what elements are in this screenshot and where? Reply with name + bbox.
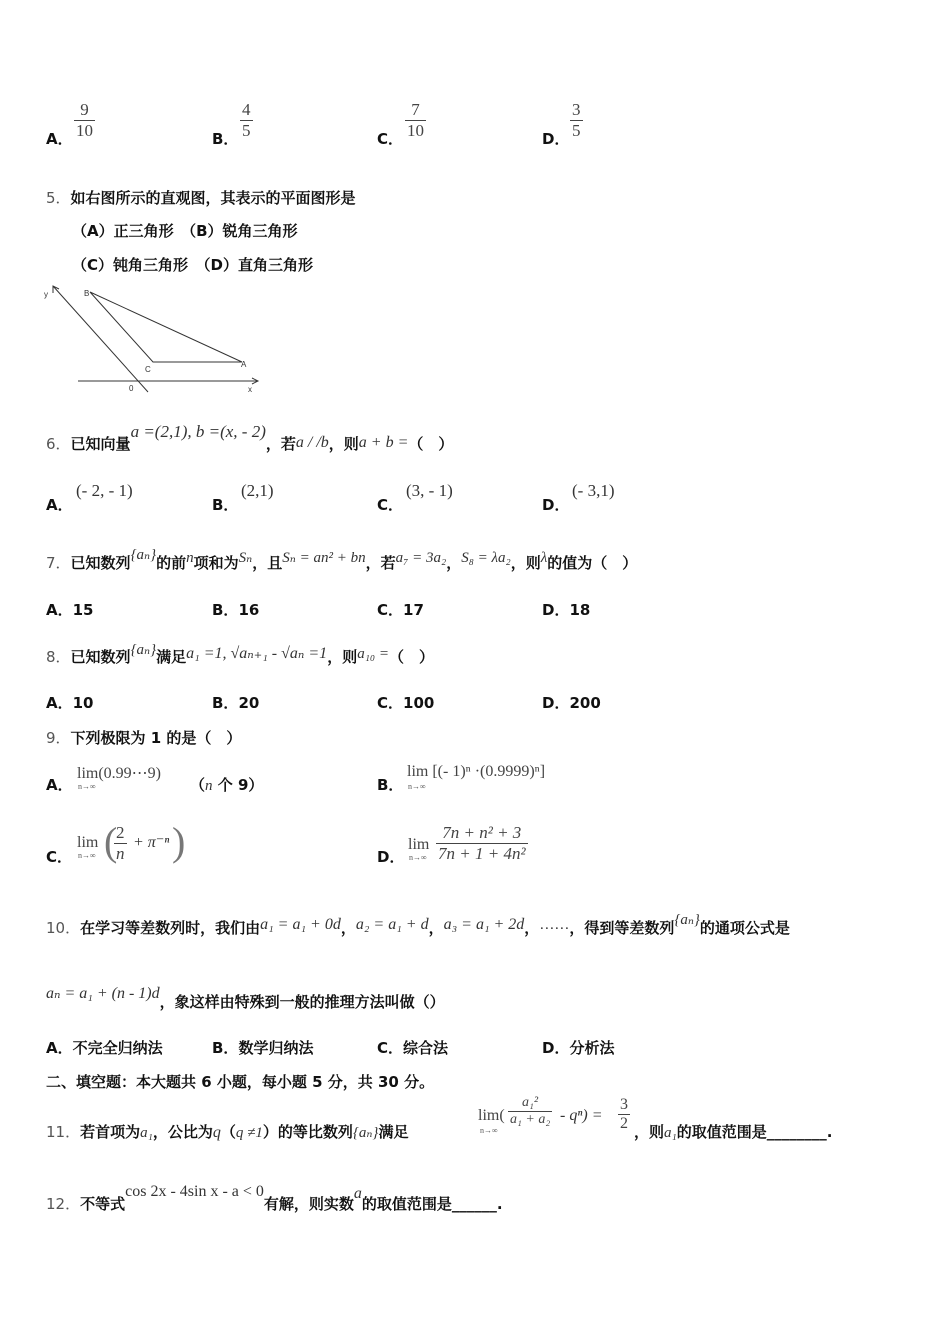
q9-option-b-label: B．	[377, 776, 404, 794]
q8-option-a	[46, 692, 93, 713]
q7-option-d	[542, 599, 590, 620]
q12-t1: 不等式	[80, 1195, 126, 1213]
q9-c-rparen: )	[172, 819, 186, 864]
q10-t1: 在学习等差数列时，我们由	[80, 919, 261, 937]
q9-b-lim-word: lim	[407, 763, 429, 780]
q7-lambda: λ	[540, 550, 548, 566]
q9-a-expr: (0.99⋯9)	[98, 765, 161, 782]
q7-stem	[46, 547, 638, 573]
q7-sequence: {aₙ}	[130, 547, 157, 563]
q4-option-b-label: B．	[212, 130, 239, 148]
triangle-abc	[90, 292, 242, 362]
q7-option-a-value: 15	[72, 601, 94, 619]
q8-option-c	[377, 692, 434, 713]
q10-option-b-value: 数学归纳法	[238, 1039, 314, 1057]
label-y: y	[44, 290, 48, 299]
q6-vectors: a =(2,1), b =(x, - 2)	[130, 422, 266, 441]
q9-d-fraction	[436, 823, 528, 864]
q6-option-d-label: D．	[542, 496, 570, 514]
q9-text: 下列极限为 1 的是（ ）	[70, 729, 242, 747]
q8-option-d-value: 200	[569, 694, 601, 712]
q11-limsub: n→∞	[480, 1126, 498, 1135]
q9-option-a-lim	[77, 763, 161, 783]
q6-option-b-label: B．	[212, 496, 239, 514]
q6-paren: （ ）	[408, 435, 454, 453]
q4-option-a-label: A．	[46, 130, 73, 148]
q6-expression: a + b =	[358, 434, 409, 451]
q10-option-d	[542, 1037, 614, 1058]
q6-option-a-value: (- 2, - 1)	[76, 481, 133, 500]
q4-option-c-den: 10	[407, 121, 424, 140]
q8-condition: a₁ =1, √aₙ₊₁ - √aₙ =1	[186, 645, 328, 662]
q4-option-a-num: 9	[80, 100, 89, 119]
q7-n: n	[186, 550, 194, 566]
q8-option-b-label: B．	[212, 694, 239, 712]
q7-option-a	[46, 599, 93, 620]
q10-option-c-value: 综合法	[403, 1039, 449, 1057]
q7-t5: ，若	[365, 554, 396, 572]
q10-t3: 的通项公式是	[699, 919, 790, 937]
q10-option-b	[212, 1037, 313, 1058]
q7-cond2: S₈ = λa₂	[461, 550, 511, 566]
q8-stem	[46, 642, 435, 667]
q9-d-num: 7n + n² + 3	[442, 823, 522, 842]
q9-c-den: n	[116, 844, 125, 863]
q5-stem	[46, 187, 356, 208]
q11-rhs-num: 3	[620, 1096, 628, 1113]
q9-option-a-note	[190, 774, 263, 795]
q4-option-c-fraction	[405, 100, 426, 141]
q9-b-limsub: n→∞	[408, 782, 426, 791]
q7-comma: ，	[446, 554, 462, 572]
q11-rhs-den: 2	[620, 1115, 628, 1132]
q10-t4: ，象这样由特殊到一般的推理方法叫做（）	[159, 993, 445, 1011]
q8-t2: 满足	[156, 648, 187, 666]
q6-option-c-value: (3, - 1)	[406, 481, 453, 500]
section2-title: 二、填空题：本大题共 6 小题，每小题 5 分，共 30 分。	[46, 1073, 435, 1091]
q9-stem	[46, 727, 241, 748]
q6-text-pre: 已知向量	[70, 435, 131, 453]
q12-a: a	[353, 1185, 362, 1202]
q4-option-b-num: 4	[242, 100, 251, 119]
q11-rhs-fraction	[618, 1096, 630, 1133]
q4-option-d-den: 5	[572, 121, 581, 140]
q7-option-b-label: B．	[212, 601, 239, 619]
q8-option-b-value: 20	[238, 694, 260, 712]
q7-option-c-label: C．	[377, 601, 404, 619]
q11-fraction	[508, 1095, 552, 1128]
q6-text-mid: ，若	[265, 435, 296, 453]
q11-stem	[46, 1121, 408, 1142]
q8-expression: a₁₀ =	[357, 646, 390, 662]
q11-t7: 的取值范围是________.	[676, 1123, 833, 1141]
q4-option-c-num: 7	[411, 100, 420, 119]
q12-stem	[46, 1183, 503, 1214]
q9-number: 9．	[46, 729, 71, 747]
q10-option-a	[46, 1037, 163, 1058]
q4-option-b-den: 5	[242, 121, 251, 140]
q9-c-limsub: n→∞	[78, 851, 96, 860]
q6-condition: a / /b	[295, 434, 329, 451]
q4-option-d-fraction	[570, 100, 583, 141]
q4-option-d-num: 3	[572, 100, 581, 119]
q9-d-limsub: n→∞	[409, 853, 427, 862]
q9-a-lim-word: lim	[77, 765, 99, 782]
q7-option-a-label: A．	[46, 601, 73, 619]
q7-formula: Sₙ = an² + bn	[282, 550, 366, 566]
q4-option-a-fraction	[74, 100, 95, 141]
q10-c2: ，	[428, 919, 444, 937]
q7-t2: 的前	[156, 554, 187, 572]
q8-t1: 已知数列	[70, 648, 131, 666]
q6-option-b-value: (2,1)	[241, 481, 274, 500]
q10-option-b-label: B．	[212, 1039, 239, 1057]
q6-option-a-label: A．	[46, 496, 73, 514]
label-b: B	[84, 289, 90, 298]
q5-text: 如右图所示的直观图，其表示的平面图形是	[70, 189, 356, 207]
q10-option-c-label: C．	[377, 1039, 404, 1057]
q10-c3: ，	[524, 919, 540, 937]
q8-t3: ，则	[327, 648, 358, 666]
q12-t3: 的取值范围是______.	[361, 1195, 503, 1213]
q10-stem-line2	[46, 985, 445, 1012]
q9-b-expr: [(- 1)ⁿ ·(0.9999)ⁿ]	[432, 763, 546, 780]
q9-c-fraction	[114, 823, 127, 864]
q6-text-post: ，则	[328, 435, 359, 453]
q7-cond1: a₇ = 3a₂	[395, 550, 447, 566]
q11-t1: 若首项为	[80, 1123, 141, 1141]
q8-option-c-label: C．	[377, 694, 404, 712]
q9-option-d-lim: lim	[408, 836, 430, 853]
q11-a1b: a₁	[664, 1125, 677, 1141]
q10-c1: ，	[340, 919, 356, 937]
q8-option-a-value: 10	[72, 694, 94, 712]
q11-t5: 满足	[378, 1123, 409, 1141]
q7-number: 7．	[46, 554, 71, 572]
q10-option-d-label: D．	[542, 1039, 570, 1057]
q8-sequence: {aₙ}	[130, 642, 157, 658]
q7-t3: 项和为	[193, 554, 239, 572]
q10-e2: a₂ = a₁ + d	[355, 916, 429, 933]
q9-a-note-post: 个 9）	[212, 776, 264, 794]
q7-option-b	[212, 599, 259, 620]
q8-option-c-value: 100	[403, 694, 435, 712]
q10-sequence: {aₙ}	[674, 912, 700, 928]
q9-c-rest: + π⁻ⁿ	[133, 834, 170, 851]
label-origin: 0	[129, 384, 134, 393]
q7-option-c	[377, 599, 424, 620]
q9-option-a-label: A．	[46, 776, 73, 794]
q11-tail	[634, 1121, 832, 1142]
q9-a-limsub: n→∞	[78, 782, 96, 791]
q9-a-note-n: n	[205, 778, 213, 794]
q7-t6: ，则	[510, 554, 541, 572]
q7-option-d-value: 18	[569, 601, 591, 619]
q9-option-b-lim	[407, 763, 545, 781]
q9-option-d-label: D．	[377, 848, 405, 866]
q10-option-a-label: A．	[46, 1039, 73, 1057]
q7-t4: ，且	[252, 554, 283, 572]
q9-d-den: 7n + 1 + 4n²	[438, 844, 526, 863]
q7-option-c-value: 17	[403, 601, 424, 619]
q11-t2: ，公比为	[152, 1123, 213, 1141]
q7-option-d-label: D．	[542, 601, 570, 619]
q8-option-d	[542, 692, 601, 713]
q6-stem	[46, 422, 454, 454]
q11-a1: a₁	[140, 1125, 153, 1141]
q11-frac-den: a₁ + a₂	[510, 1112, 551, 1127]
q6-number: 6．	[46, 435, 71, 453]
q8-option-d-label: D．	[542, 694, 570, 712]
q10-option-a-value: 不完全归纳法	[72, 1039, 163, 1057]
q11-lim: lim(	[478, 1107, 505, 1124]
q9-c-lparen: (	[104, 819, 118, 864]
q11-t6: ，则	[634, 1123, 665, 1141]
q10-number: 10．	[46, 919, 81, 937]
label-x: x	[248, 385, 252, 394]
q5-figure	[40, 282, 270, 397]
q4-option-a-den: 10	[76, 121, 93, 140]
q12-expression: cos 2x - 4sin x - a < 0	[125, 1183, 264, 1200]
q10-option-c	[377, 1037, 448, 1058]
q4-option-b-fraction	[240, 100, 253, 141]
q11-q: q	[212, 1124, 221, 1141]
q12-number: 12．	[46, 1195, 81, 1213]
q11-cond: q ≠1	[235, 1125, 263, 1141]
q11-sequence: {aₙ}	[352, 1125, 379, 1141]
q7-option-b-value: 16	[238, 601, 260, 619]
q10-t2: ，得到等差数列	[569, 919, 675, 937]
q11-frac-num: a₁²	[522, 1095, 539, 1110]
q10-formula: aₙ = a₁ + (n - 1)d	[46, 985, 160, 1002]
q6-option-d-value: (- 3,1)	[572, 481, 615, 500]
q9-option-c-lim: lim	[77, 834, 99, 851]
q12-t2: 有解，则实数	[263, 1195, 354, 1213]
q9-a-note-pre: （	[190, 776, 206, 794]
q11-number: 11．	[46, 1123, 81, 1141]
q5-choices-line2: （C）钝角三角形 （D）直角三角形	[72, 256, 313, 274]
y-axis	[53, 286, 148, 392]
q7-sn: Sₙ	[238, 550, 253, 566]
q5-number: 5．	[46, 189, 71, 207]
q11-t3: （	[220, 1123, 236, 1141]
q10-option-d-value: 分析法	[569, 1039, 615, 1057]
q5-choices-line1: （A）正三角形 （B）锐角三角形	[72, 222, 298, 240]
q10-e1: a₁ = a₁ + 0d	[260, 916, 341, 933]
q11-t4: ）的等比数列	[262, 1123, 353, 1141]
label-a: A	[241, 360, 247, 369]
q10-dots: ……	[539, 917, 570, 933]
q4-option-d-label: D．	[542, 130, 570, 148]
q10-e3: a₃ = a₁ + 2d	[443, 916, 525, 933]
q4-option-c-label: C．	[377, 130, 404, 148]
q8-option-b	[212, 692, 259, 713]
q11-rest: - qⁿ) =	[560, 1107, 603, 1124]
q8-option-a-label: A．	[46, 694, 73, 712]
q10-stem	[46, 912, 790, 938]
q9-c-num: 2	[116, 823, 125, 842]
q6-option-c-label: C．	[377, 496, 404, 514]
q8-number: 8．	[46, 648, 71, 666]
q8-paren: （ ）	[389, 648, 435, 666]
q9-option-c-label: C．	[46, 848, 73, 866]
q7-t7: 的值为（ ）	[547, 554, 638, 572]
label-c: C	[145, 365, 151, 374]
x-axis	[78, 378, 258, 384]
q7-t1: 已知数列	[70, 554, 131, 572]
